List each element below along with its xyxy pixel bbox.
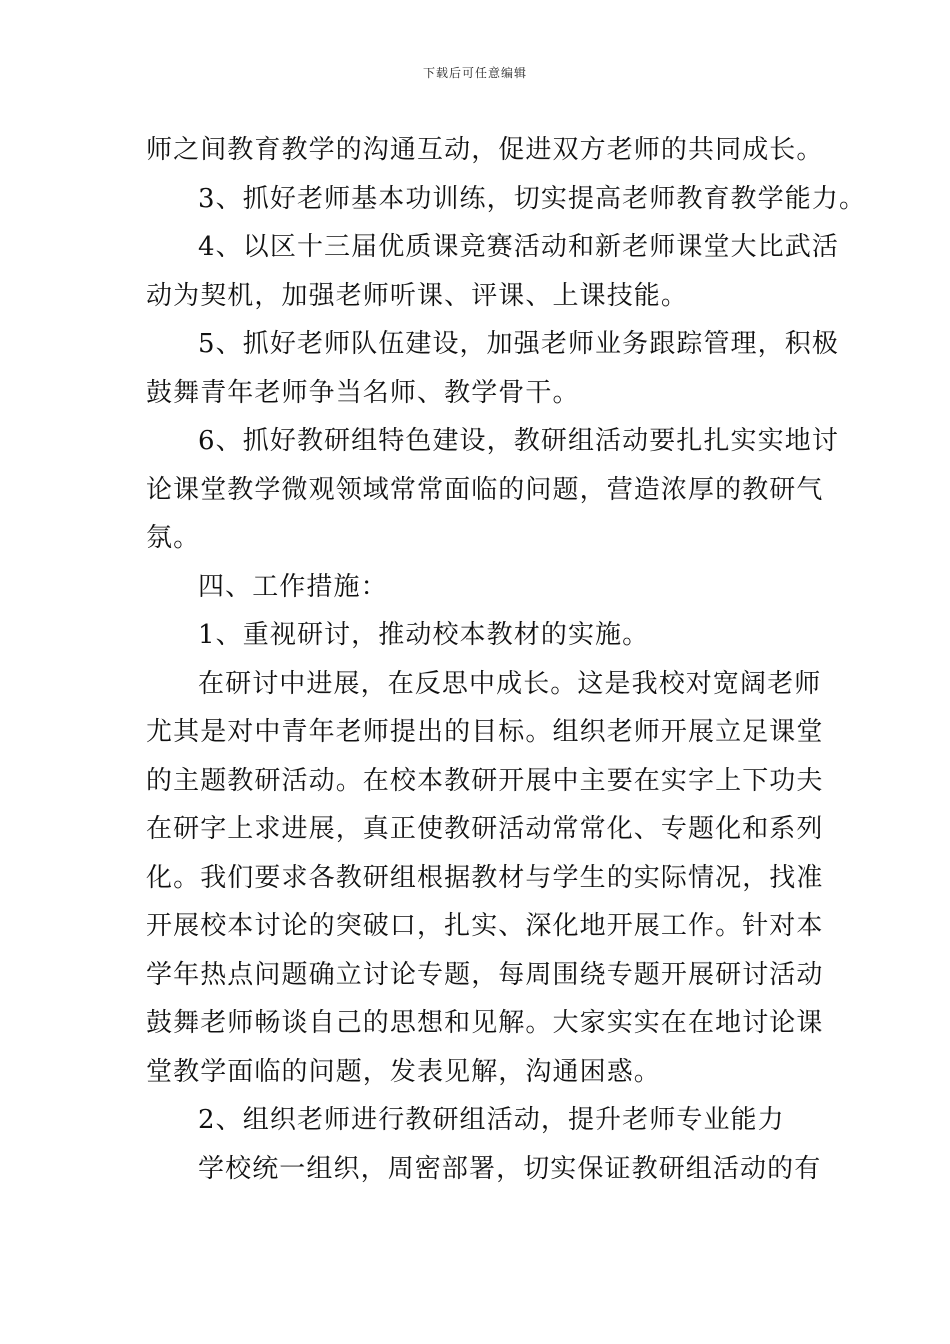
body-text (146, 126, 867, 1193)
text-line-14: 的主题教研活动。在校本教研开展中主要在实字上下功夫 (146, 765, 824, 796)
text-line-5: 5、抓好老师队伍建设，加强老师业务跟踪管理，积极 (198, 329, 839, 359)
text-line-3: 4、以区十三届优质课竞赛活动和新老师课堂大比武活 (198, 232, 839, 262)
text-line-18: 学年热点问题确立讨论专题，每周围绕专题开展研讨活动 (146, 959, 824, 990)
text-line-6: 鼓舞青年老师争当名师、教学骨干。 (146, 377, 580, 408)
text-line-1: 师之间教育教学的沟通互动，促进双方老师的共同成长。 (146, 135, 824, 165)
header-note: 下载后可任意编辑 (422, 66, 527, 80)
text-line-12: 在研讨中进展，在反思中成长。这是我校对宽阔老师 (198, 668, 822, 699)
text-line-13: 尤其是对中青年老师提出的目标。组织老师开展立足课堂 (146, 717, 824, 747)
text-line-15: 在研字上求进展，真正使教研活动常常化、专题化和系列 (146, 814, 824, 844)
section-heading: 四、工作措施： (198, 571, 388, 602)
text-line-22: 学校统一组织，周密部署，切实保证教研组活动的有 (198, 1153, 822, 1184)
text-line-8: 论课堂教学微观领域常常面临的问题，营造浓厚的教研气 (146, 474, 824, 505)
text-line-2: 3、抓好老师基本功训练，切实提高老师教育教学能力。 (198, 183, 867, 214)
text-line-11: 1、重视研讨，推动校本教材的实施。 (198, 620, 650, 650)
text-line-21: 2、组织老师进行教研组活动，提升老师专业能力 (198, 1105, 785, 1135)
text-line-7: 6、抓好教研组特色建设，教研组活动要扎扎实实地讨 (198, 426, 839, 456)
text-line-17: 开展校本讨论的突破口，扎实、深化地开展工作。针对本 (146, 911, 824, 941)
text-line-16: 化。我们要求各教研组根据教材与学生的实际情况，找准 (146, 862, 824, 893)
text-line-19: 鼓舞老师畅谈自己的思想和见解。大家实实在在地讨论课 (146, 1008, 824, 1038)
text-line-9: 氛。 (146, 523, 201, 553)
text-line-4: 动为契机，加强老师听课、评课、上课技能。 (146, 280, 689, 311)
text-line-20: 堂教学面临的问题，发表见解，沟通困惑。 (146, 1056, 661, 1087)
